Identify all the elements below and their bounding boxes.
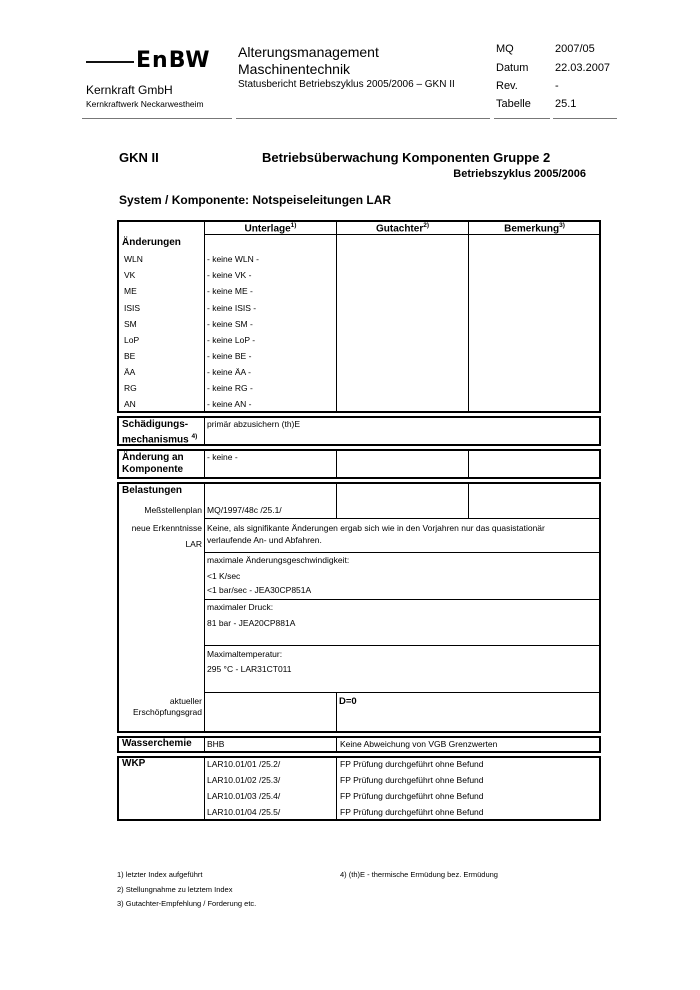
change-value: - keine ÄA - bbox=[207, 367, 251, 377]
change-code: WLN bbox=[124, 254, 143, 264]
footnote-3: 3) Gutachter-Empfehlung / Forderung etc. bbox=[117, 899, 257, 908]
druck-value: 81 bar - JEA20CP881A bbox=[207, 618, 296, 628]
change-code: ÄA bbox=[124, 367, 136, 377]
aenderungen-section bbox=[117, 220, 601, 413]
change-value: - keine SM - bbox=[207, 319, 253, 329]
schaedigung-label: Schädigungs- mechanismus $^{4)}$ bbox=[122, 419, 198, 446]
wkp-result: FP Prüfung durchgeführt ohne Befund bbox=[340, 807, 484, 817]
header-rule bbox=[553, 118, 617, 119]
change-value: - keine VK - bbox=[207, 270, 252, 280]
doc-title-line2: Maschinentechnik bbox=[238, 61, 351, 77]
footnote-2: 2) Stellungnahme zu letztem Index bbox=[117, 885, 233, 894]
schaedigung-value: primär abzusichern (th)E bbox=[207, 419, 301, 429]
column-divider bbox=[468, 451, 469, 478]
aenderung-komponente-label: Änderung an Komponente bbox=[122, 452, 184, 475]
erschoepfung-label-line1: aktueller bbox=[169, 696, 202, 706]
messstellen-value: MQ/1997/48c /25.1/ bbox=[207, 505, 282, 515]
wkp-reference: LAR10.01/02 /25.3/ bbox=[207, 775, 281, 785]
wasserchemie-value: BHB bbox=[207, 739, 225, 749]
page-title: Betriebsüberwachung Komponenten Gruppe 2 bbox=[262, 150, 551, 165]
wkp-reference: LAR10.01/01 /25.2/ bbox=[207, 759, 281, 769]
meta-label-mq: MQ bbox=[496, 43, 514, 55]
system-component: System / Komponente: Notspeiseleitungen LAR bbox=[119, 193, 392, 207]
wkp-result: FP Prüfung durchgeführt ohne Befund bbox=[340, 775, 484, 785]
wasserchemie-label: Wasserchemie bbox=[122, 738, 192, 749]
footnote-1: 1) letzter Index aufgeführt bbox=[117, 870, 203, 879]
change-value: - keine LoP - bbox=[207, 335, 256, 345]
change-value: - keine ISIS - bbox=[207, 303, 257, 313]
change-value: - keine WLN - bbox=[207, 254, 259, 264]
wkp-reference: LAR10.01/03 /25.4/ bbox=[207, 791, 281, 801]
change-code: BE bbox=[124, 351, 136, 361]
change-value: - keine ME - bbox=[207, 286, 253, 296]
header-rule bbox=[494, 118, 550, 119]
wkp-result: FP Prüfung durchgeführt ohne Befund bbox=[340, 791, 484, 801]
plant-name: GKN II bbox=[119, 150, 159, 165]
doc-subtitle: Statusbericht Betriebszyklus 2005/2006 – GKN II bbox=[238, 79, 455, 90]
column-divider bbox=[336, 484, 337, 518]
column-divider bbox=[336, 451, 337, 478]
erkenntnisse-text-line2: verlaufende An- und Abfahren. bbox=[207, 535, 322, 545]
footnote-4: 4) (th)E - thermische Ermüdung bez. Ermüdung bbox=[340, 870, 498, 879]
change-code: LoP bbox=[124, 335, 140, 345]
aenderung-komponente-value: - keine - bbox=[207, 452, 238, 462]
messstellen-label: Meßstellenplan bbox=[144, 505, 202, 515]
row-line bbox=[204, 645, 600, 646]
change-code: SM bbox=[124, 319, 137, 329]
erschoepfung-label-line2: Erschöpfungsgrad bbox=[133, 707, 202, 717]
erkenntnisse-text-line1: Keine, als signifikante Änderungen ergab sich wie in den Vorjahren nur das quasistationär bbox=[207, 523, 545, 533]
aenderungsgeschwindigkeit-label: maximale Änderungsgeschwindigkeit: bbox=[207, 555, 350, 565]
company-name: Kernkraft GmbH bbox=[86, 83, 173, 97]
column-divider bbox=[204, 484, 205, 732]
meta-label-rev: Rev. bbox=[496, 80, 518, 92]
column-divider bbox=[336, 222, 337, 412]
doc-title-line1: Alterungsmanagement bbox=[238, 44, 379, 60]
aenderungen-label: Änderungen bbox=[122, 237, 181, 248]
belastungen-label: Belastungen bbox=[122, 485, 183, 496]
meta-value-datum: 22.03.2007 bbox=[555, 62, 611, 74]
header-rule bbox=[236, 118, 490, 119]
change-code: ME bbox=[124, 286, 137, 296]
change-code: VK bbox=[124, 270, 136, 280]
row-line bbox=[204, 518, 600, 519]
change-value: - keine RG - bbox=[207, 383, 253, 393]
column-divider bbox=[336, 738, 337, 752]
row-line bbox=[204, 692, 600, 693]
column-header-bemerkung: Bemerkung$^{3)}$ bbox=[504, 222, 565, 235]
row-line bbox=[204, 552, 600, 553]
column-divider bbox=[468, 222, 469, 412]
meta-value-mq: 2007/05 bbox=[555, 43, 595, 55]
aenderung-komponente-section bbox=[117, 449, 601, 479]
aenderungsgeschwindigkeit-value2: <1 bar/sec - JEA30CP851A bbox=[207, 585, 312, 595]
change-value: - keine BE - bbox=[207, 351, 252, 361]
temperatur-value: 295 °C - LAR31CT011 bbox=[207, 664, 292, 674]
erkenntnisse-label-line1: neue Erkenntnisse bbox=[131, 523, 202, 533]
aenderungsgeschwindigkeit-value1: <1 K/sec bbox=[207, 571, 241, 581]
wkp-label: WKP bbox=[122, 758, 146, 769]
column-header-gutachter: Gutachter$^{2)}$ bbox=[375, 222, 429, 235]
wasserchemie-remark: Keine Abweichung von VGB Grenzwerten bbox=[340, 739, 498, 749]
operating-cycle: Betriebszyklus 2005/2006 bbox=[453, 168, 586, 180]
erkenntnisse-label-line2: LAR bbox=[185, 539, 202, 549]
meta-label-tabelle: Tabelle bbox=[496, 98, 531, 110]
column-divider bbox=[204, 222, 205, 412]
change-value: - keine AN - bbox=[207, 399, 252, 409]
change-code: RG bbox=[124, 383, 137, 393]
column-divider bbox=[336, 758, 337, 820]
meta-value-tabelle: 25.1 bbox=[555, 98, 577, 110]
column-divider bbox=[336, 692, 337, 732]
change-code: ISIS bbox=[124, 303, 141, 313]
meta-label-datum: Datum bbox=[496, 62, 529, 74]
wkp-result: FP Prüfung durchgeführt ohne Befund bbox=[340, 759, 484, 769]
header-rule bbox=[82, 118, 232, 119]
wkp-reference: LAR10.01/04 /25.5/ bbox=[207, 807, 281, 817]
column-header-unterlage: Unterlage$^{1)}$ bbox=[244, 222, 297, 235]
change-code: AN bbox=[124, 399, 136, 409]
site-name: Kernkraftwerk Neckarwestheim bbox=[86, 99, 204, 109]
erschoepfung-value: D=0 bbox=[339, 696, 357, 707]
enbw-logo: EnBW bbox=[136, 48, 211, 73]
row-line bbox=[204, 599, 600, 600]
druck-label: maximaler Druck: bbox=[207, 602, 274, 612]
logo-line bbox=[86, 61, 134, 63]
temperatur-label: Maximaltemperatur: bbox=[207, 649, 283, 659]
column-divider bbox=[204, 758, 205, 820]
column-divider bbox=[204, 451, 205, 478]
meta-value-rev: - bbox=[555, 80, 559, 92]
column-divider bbox=[468, 484, 469, 518]
column-divider bbox=[204, 738, 205, 752]
column-divider bbox=[204, 418, 205, 445]
